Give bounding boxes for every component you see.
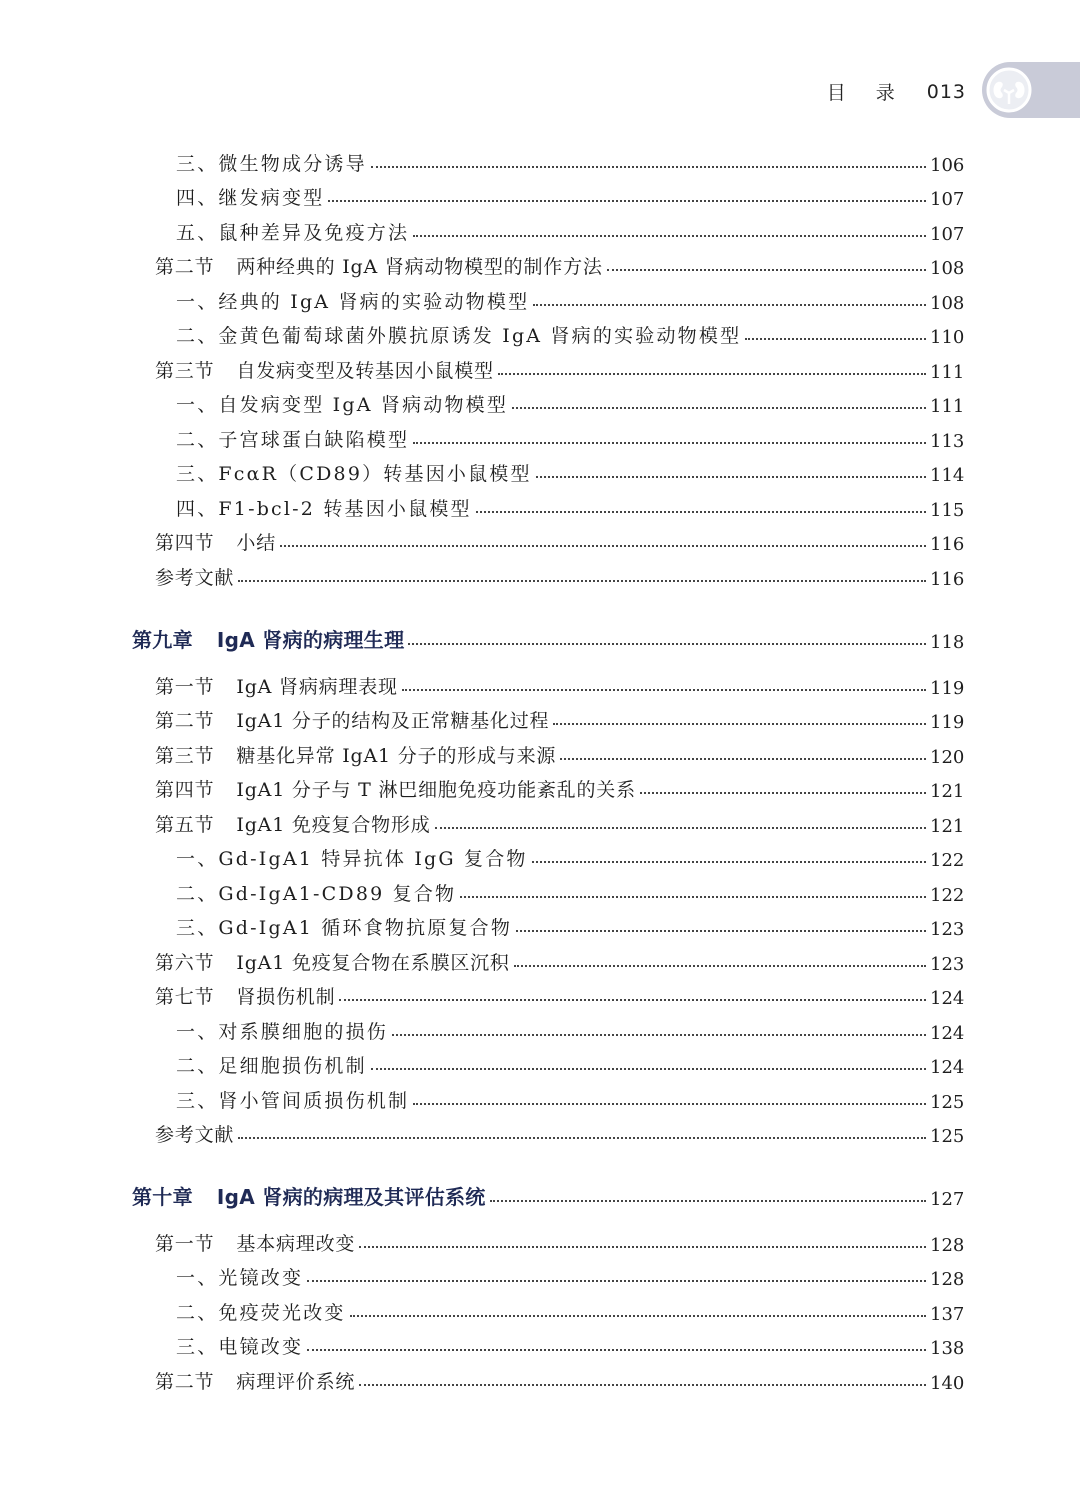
toc-entry-number: 第二节 bbox=[155, 256, 215, 278]
kidney-icon bbox=[984, 66, 1034, 114]
toc-page-number: 124 bbox=[930, 1057, 965, 1078]
toc-section[interactable] bbox=[155, 1224, 964, 1256]
toc-page-number: 114 bbox=[930, 465, 965, 486]
toc-entry-text: 肾损伤机制 bbox=[236, 986, 336, 1008]
toc-entry-title bbox=[176, 425, 409, 452]
toc-page-number: 128 bbox=[930, 1235, 965, 1256]
toc-entry-text: 三、FcαR（CD89）转基因小鼠模型 bbox=[176, 463, 532, 485]
toc-page-number: 123 bbox=[930, 919, 965, 940]
dot-leader bbox=[371, 1068, 926, 1070]
toc-item[interactable] bbox=[176, 213, 964, 245]
running-head bbox=[827, 78, 966, 105]
toc-entry-title bbox=[176, 844, 528, 871]
toc-entry-text: IgA1 分子的结构及正常糖基化过程 bbox=[236, 710, 550, 732]
dot-leader bbox=[238, 1137, 926, 1139]
toc-item[interactable] bbox=[176, 908, 964, 940]
toc-section[interactable] bbox=[155, 247, 964, 279]
toc-section[interactable] bbox=[155, 977, 964, 1009]
toc-entry-title bbox=[176, 218, 409, 245]
toc-page-number: 120 bbox=[930, 747, 965, 768]
toc-entry-text: 四、继发病变型 bbox=[176, 187, 325, 209]
dot-leader bbox=[460, 896, 926, 898]
toc-entry-number: 第四节 bbox=[155, 779, 215, 801]
page-number: 013 bbox=[926, 80, 966, 103]
toc-entry-title bbox=[155, 356, 494, 383]
dot-leader bbox=[413, 235, 926, 237]
dot-leader bbox=[371, 166, 926, 168]
dot-leader bbox=[476, 511, 926, 513]
toc-entry-title bbox=[176, 1263, 303, 1290]
toc-entry-text: 基本病理改变 bbox=[236, 1233, 356, 1255]
toc-entry-title bbox=[176, 913, 512, 940]
toc-entry-text: 二、足细胞损伤机制 bbox=[176, 1055, 367, 1077]
toc-item[interactable] bbox=[176, 144, 964, 176]
toc-entry-number: 第三节 bbox=[155, 360, 215, 382]
toc-section[interactable] bbox=[155, 770, 964, 802]
dot-leader bbox=[640, 792, 926, 794]
toc-page-number: 119 bbox=[930, 678, 965, 699]
toc-page-number: 123 bbox=[930, 954, 965, 975]
toc-entry-title bbox=[155, 252, 603, 279]
dot-leader bbox=[745, 338, 926, 340]
toc-entry-title bbox=[176, 879, 456, 906]
toc-section[interactable] bbox=[155, 805, 964, 837]
toc-entry-text: 参考文献 bbox=[155, 1124, 235, 1146]
toc-page-number: 110 bbox=[930, 327, 965, 348]
toc-entry-text: IgA 肾病病理表现 bbox=[236, 676, 398, 698]
toc-page-number: 116 bbox=[930, 534, 965, 555]
toc-entry-number: 第六节 bbox=[155, 952, 215, 974]
toc-entry-title bbox=[155, 775, 636, 802]
toc-page-number: 125 bbox=[930, 1126, 965, 1147]
toc-page-number: 106 bbox=[930, 155, 965, 176]
toc-page-number: 108 bbox=[930, 293, 965, 314]
toc-entry-text: 四、F1-bcl-2 转基因小鼠模型 bbox=[176, 498, 472, 520]
toc-entry-text: 二、子宫球蛋白缺陷模型 bbox=[176, 429, 410, 451]
toc-entry-title bbox=[155, 982, 335, 1009]
toc-item[interactable] bbox=[176, 489, 964, 521]
toc-page-number: 108 bbox=[930, 258, 965, 279]
toc-entry-number: 第三节 bbox=[155, 745, 215, 767]
toc-entry-number: 第十章 bbox=[132, 1185, 193, 1209]
toc-page-number: 122 bbox=[930, 885, 965, 906]
toc-page-number: 128 bbox=[930, 1269, 965, 1290]
toc-entry-number: 第七节 bbox=[155, 986, 215, 1008]
toc-entry-text: 小结 bbox=[236, 532, 277, 554]
dot-leader bbox=[413, 442, 926, 444]
toc-entry-title bbox=[176, 459, 532, 486]
toc-entry-text: IgA1 免疫复合物形成 bbox=[236, 814, 431, 836]
toc-page-number: 124 bbox=[930, 1023, 965, 1044]
page-header bbox=[0, 0, 1080, 130]
toc-item[interactable] bbox=[176, 1293, 964, 1325]
toc-entry-text: IgA 肾病的病理及其评估系统 bbox=[216, 1185, 486, 1209]
toc-entry-title bbox=[176, 287, 529, 314]
dot-leader bbox=[359, 1384, 926, 1386]
toc-entry-title bbox=[176, 1017, 388, 1044]
toc-section[interactable] bbox=[155, 523, 964, 555]
toc-page-number: 115 bbox=[930, 500, 965, 521]
toc-chapter[interactable] bbox=[132, 1178, 964, 1210]
toc-entry-title bbox=[176, 183, 324, 210]
toc-entry-number: 第一节 bbox=[155, 1233, 215, 1255]
toc-item[interactable] bbox=[176, 1327, 964, 1359]
toc-entry-text: 二、金黄色葡萄球菌外膜抗原诱发 IgA 肾病的实验动物模型 bbox=[176, 325, 742, 347]
toc-entry-title bbox=[132, 624, 404, 653]
toc-item[interactable] bbox=[176, 839, 964, 871]
toc-page-number: 137 bbox=[930, 1304, 965, 1325]
toc-entry-text: 二、Gd-IgA1-CD89 复合物 bbox=[176, 883, 457, 905]
dot-leader bbox=[516, 930, 926, 932]
toc-page-number: 111 bbox=[930, 396, 965, 417]
dot-leader bbox=[435, 827, 926, 829]
toc-entry-title bbox=[176, 1051, 367, 1078]
toc-entry-title bbox=[176, 321, 741, 348]
toc-page-number: 127 bbox=[930, 1189, 965, 1210]
toc-section[interactable] bbox=[155, 1115, 964, 1147]
dot-leader bbox=[512, 407, 926, 409]
toc-item[interactable] bbox=[176, 385, 964, 417]
toc-entry-title bbox=[155, 528, 276, 555]
toc-entry-title bbox=[155, 1229, 355, 1256]
toc-item[interactable] bbox=[176, 1012, 964, 1044]
toc-item[interactable] bbox=[176, 454, 964, 486]
dot-leader bbox=[560, 758, 926, 760]
toc-item[interactable] bbox=[176, 1081, 964, 1113]
dot-leader bbox=[392, 1034, 926, 1036]
toc-page-number: 116 bbox=[930, 569, 965, 590]
toc-entry-number: 第一节 bbox=[155, 676, 215, 698]
dot-leader bbox=[553, 723, 926, 725]
toc-entry-text: 一、光镜改变 bbox=[176, 1267, 304, 1289]
toc-entry-title bbox=[176, 1298, 346, 1325]
toc-entry-text: 两种经典的 IgA 肾病动物模型的制作方法 bbox=[236, 256, 603, 278]
toc-page-number: 113 bbox=[930, 431, 965, 452]
toc-section[interactable] bbox=[155, 667, 964, 699]
toc-entry-text: IgA1 分子与 T 淋巴细胞免疫功能紊乱的关系 bbox=[236, 779, 636, 801]
toc-entry-title bbox=[176, 149, 367, 176]
toc-section[interactable] bbox=[155, 943, 964, 975]
toc-entry-title bbox=[155, 672, 398, 699]
toc-item[interactable] bbox=[176, 420, 964, 452]
toc-section[interactable] bbox=[155, 701, 964, 733]
toc-page-number: 111 bbox=[930, 362, 965, 383]
toc-entry-text: 一、对系膜细胞的损伤 bbox=[176, 1021, 389, 1043]
dot-leader bbox=[514, 965, 926, 967]
toc-entry-title bbox=[155, 706, 549, 733]
toc-entry-title bbox=[176, 494, 472, 521]
toc-section[interactable] bbox=[155, 558, 964, 590]
dot-leader bbox=[536, 476, 926, 478]
dot-leader bbox=[238, 580, 926, 582]
dot-leader bbox=[402, 689, 926, 691]
toc-page-number: 125 bbox=[930, 1092, 965, 1113]
dot-leader bbox=[490, 1200, 926, 1202]
toc-entry-text: 三、电镜改变 bbox=[176, 1336, 304, 1358]
toc-entry-text: 病理评价系统 bbox=[236, 1371, 356, 1393]
toc-page-number: 138 bbox=[930, 1338, 965, 1359]
toc-entry-text: 三、Gd-IgA1 循环食物抗原复合物 bbox=[176, 917, 513, 939]
toc-page-number: 122 bbox=[930, 850, 965, 871]
toc-entry-number: 第九章 bbox=[132, 628, 193, 652]
toc-item[interactable] bbox=[176, 178, 964, 210]
toc-entry-title bbox=[155, 1367, 355, 1394]
toc-item[interactable] bbox=[176, 1046, 964, 1078]
toc-item[interactable] bbox=[176, 1258, 964, 1290]
dot-leader bbox=[350, 1315, 926, 1317]
toc-entry-title bbox=[176, 390, 508, 417]
dot-leader bbox=[498, 373, 926, 375]
dot-leader bbox=[607, 269, 926, 271]
toc-entry-text: 参考文献 bbox=[155, 567, 235, 589]
toc-page-number: 121 bbox=[930, 816, 965, 837]
toc-section[interactable] bbox=[155, 1362, 964, 1394]
toc-page-number: 121 bbox=[930, 781, 965, 802]
section-title: 目录 bbox=[826, 82, 925, 104]
toc-entry-title bbox=[155, 563, 234, 590]
toc-entry-title bbox=[155, 1120, 234, 1147]
toc-page-number: 124 bbox=[930, 988, 965, 1009]
toc-entry-text: 五、鼠种差异及免疫方法 bbox=[176, 222, 410, 244]
toc-page-number: 107 bbox=[930, 189, 965, 210]
dot-leader bbox=[307, 1280, 926, 1282]
dot-leader bbox=[328, 200, 926, 202]
toc-entry-number: 第四节 bbox=[155, 532, 215, 554]
dot-leader bbox=[359, 1246, 926, 1248]
toc-item[interactable] bbox=[176, 316, 964, 348]
toc-entry-number: 第二节 bbox=[155, 710, 215, 732]
toc-entry-title bbox=[176, 1332, 303, 1359]
dot-leader bbox=[408, 643, 926, 645]
toc-page-number: 118 bbox=[930, 632, 965, 653]
toc-entry-text: 自发病变型及转基因小鼠模型 bbox=[236, 360, 494, 382]
toc-entry-text: 三、肾小管间质损伤机制 bbox=[176, 1090, 410, 1112]
toc-section[interactable] bbox=[155, 351, 964, 383]
toc-entry-text: 一、自发病变型 IgA 肾病动物模型 bbox=[176, 394, 509, 416]
toc-entry-title bbox=[155, 741, 556, 768]
toc-entry-title bbox=[132, 1181, 486, 1210]
toc-entry-text: IgA1 免疫复合物在系膜区沉积 bbox=[236, 952, 510, 974]
dot-leader bbox=[532, 861, 926, 863]
toc-entry-title bbox=[155, 948, 510, 975]
toc-page-number: 107 bbox=[930, 224, 965, 245]
toc-page-number: 119 bbox=[930, 712, 965, 733]
toc-section[interactable] bbox=[155, 736, 964, 768]
toc-entry-title bbox=[176, 1086, 409, 1113]
toc-entry-number: 第五节 bbox=[155, 814, 215, 836]
toc-entry-text: 三、微生物成分诱导 bbox=[176, 153, 367, 175]
toc-item[interactable] bbox=[176, 874, 964, 906]
toc-entry-text: 二、免疫荧光改变 bbox=[176, 1302, 346, 1324]
dot-leader bbox=[307, 1349, 926, 1351]
toc-entry-text: 糖基化异常 IgA1 分子的形成与来源 bbox=[236, 745, 557, 767]
toc-entry-title bbox=[155, 810, 431, 837]
toc-item[interactable] bbox=[176, 282, 964, 314]
dot-leader bbox=[533, 304, 926, 306]
toc-chapter[interactable] bbox=[132, 621, 964, 653]
toc-entry-text: 一、经典的 IgA 肾病的实验动物模型 bbox=[176, 291, 530, 313]
toc-entry-text: IgA 肾病的病理生理 bbox=[216, 628, 405, 652]
dot-leader bbox=[413, 1103, 926, 1105]
dot-leader bbox=[339, 999, 926, 1001]
toc-entry-number: 第二节 bbox=[155, 1371, 215, 1393]
toc-entry-text: 一、Gd-IgA1 特异抗体 IgG 复合物 bbox=[176, 848, 528, 870]
dot-leader bbox=[280, 545, 926, 547]
toc-page-number: 140 bbox=[930, 1373, 965, 1394]
